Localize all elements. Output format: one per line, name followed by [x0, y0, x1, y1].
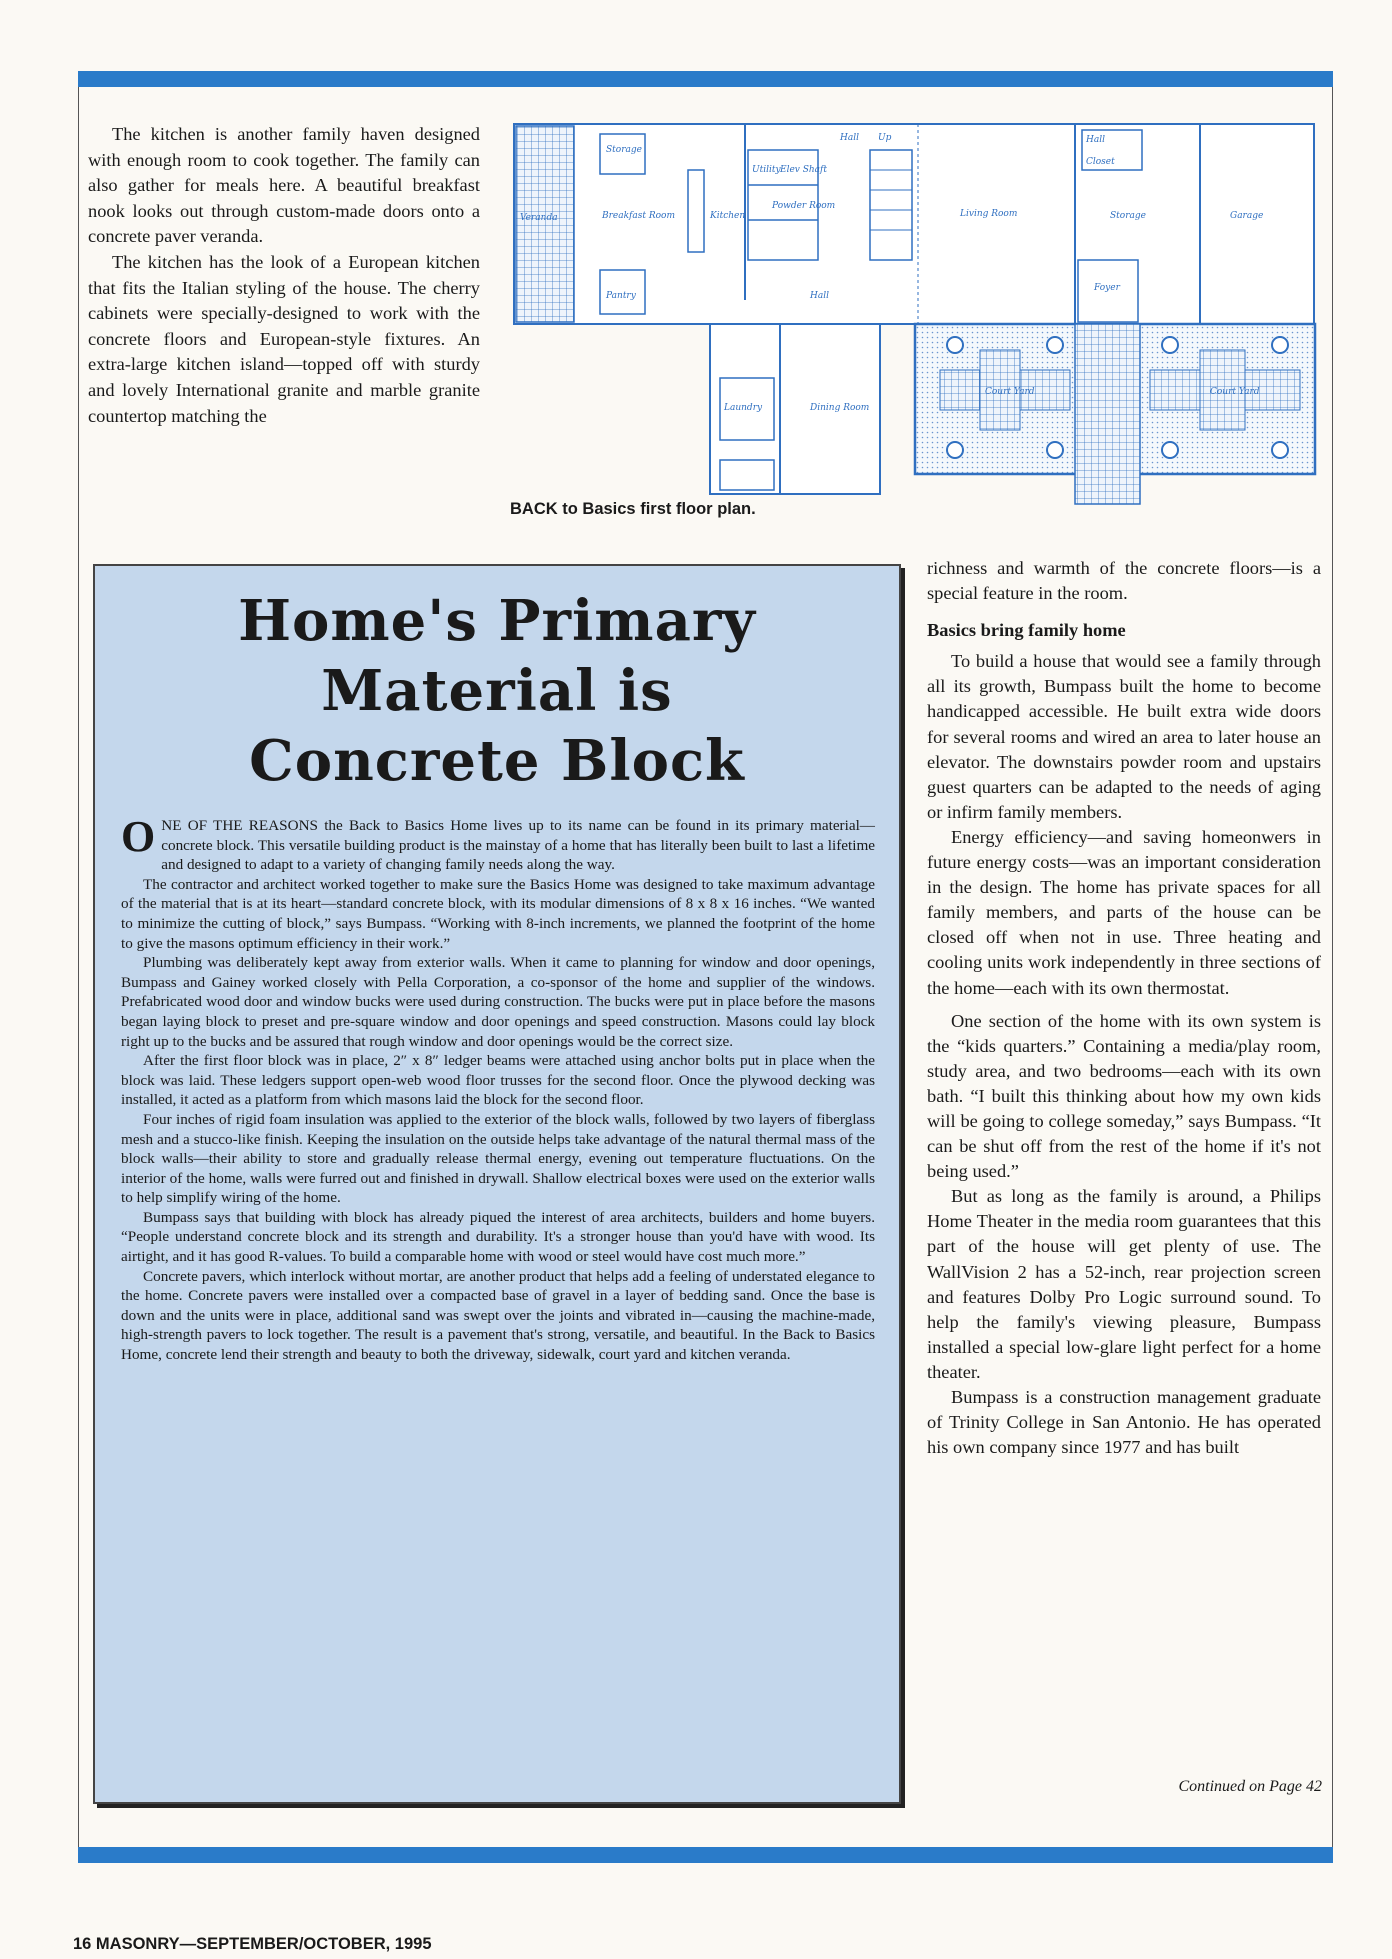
plan-label-breakfast: Breakfast Room	[602, 211, 676, 221]
sidebar-title	[95, 586, 899, 796]
section-heading: Basics bring family home	[927, 620, 1126, 641]
frame-right-rule	[1332, 87, 1333, 1847]
bottom-accent-bar	[78, 1847, 1333, 1863]
plan-label-courtyard: Court Yard	[985, 387, 1035, 397]
paragraph: One section of the home with its own system is the “kids quarters.” Containing a media/play room, study area, and two bedrooms—each with its own bath. “I built this thinking about how my own kids will be going to college someday,” says Bumpass. “It can be shut off from the rest of the home if it's not being used.”	[927, 1010, 1321, 1182]
floor-plan-caption: BACK to Basics first floor plan.	[510, 500, 756, 518]
plan-label-hall: Hall	[840, 133, 859, 143]
plan-label-dining: Dining Room	[810, 403, 870, 413]
continued-jump-line: Continued on Page 42	[1178, 1778, 1322, 1795]
paragraph: Concrete pavers, which interlock without mortar, are another product that helps add a feeling of understated elegance to the home. Concrete pavers were installed over a compacted base of gravel in a layer of bedding sand. Once the base is down and the units were in place, additional sand was swept over the joints and vibrated in—causing the machine-made, high-strength pavers to lock together. The result is a pavement that's strong, versatile, and beautiful. In the Back to Basics Home, concrete lend their strength and beauty to both the driveway, sidewalk, court yard and kitchen veranda.	[121, 1267, 875, 1364]
plan-label-laundry: Laundry	[724, 403, 763, 413]
page-folio: 16 MASONRY—SEPTEMBER/OCTOBER, 1995	[73, 1935, 432, 1953]
lead-rest: the Back to Basics Home lives up to its name can be found in its primary material—concrete block. This versatile building product is the mainstay of a home that has literally been built to last a lifetime and designed to adapt to a variety of changing family needs along the way.	[161, 817, 875, 874]
paragraph: richness and warmth of the concrete floors—is a special feature in the room.	[927, 558, 1321, 604]
title-line: Material is	[321, 658, 673, 724]
frame-left-rule	[78, 87, 79, 1847]
paragraph: Plumbing was deliberately kept away from exterior walls. When it came to planning for window and door openings, Bumpass and Gainey worked closely with Pella Corporation, a co-sponsor of the home and supplier of the windows. Prefabricated wood door and window bucks were used during construction. The bucks were put in place before the masons began laying block to preset and pre-square window and door openings and speed construction. Masons could lay block right up to the bucks and be assured that rough window and door openings would be the correct size.	[121, 954, 875, 1050]
plan-label-kitchen: Kitchen	[710, 211, 746, 221]
paragraph: Four inches of rigid foam insulation was applied to the exterior of the block walls, followed by two layers of fiberglass mesh and a stucco-like finish. Keeping the insulation on the outside helps take advantage of the natural thermal mass of the block walls—their ability to store and gradually release thermal energy, evening out temperature fluctuations. On the interior of the home, walls were furred out and finished in drywall. Shallow electrical boxes were used on the exterior walls to help simplify wiring of the home.	[121, 1110, 875, 1207]
plan-label-powder: Powder Room	[772, 201, 836, 211]
plan-label-foyer: Foyer	[1094, 283, 1120, 293]
paragraph: Bumpass says that building with block has already piqued the interest of area architects, builders and home buyers. “People understand concrete block and its strength and durability. It's a stronger house than you'd have with wood. Its airtight, and it has good R-values. To build a comparable home with wood or steel would have cost much more.”	[121, 1208, 875, 1266]
plan-label-utility: Utility	[752, 165, 781, 175]
paragraph: The kitchen is another family haven designed with enough room to cook together. The family can also gather for meals here. A beautiful breakfast nook looks out through custom-made doors onto a concrete paver veranda.	[88, 124, 480, 247]
top-left-column	[88, 122, 480, 429]
paragraph: After the first floor block was in place, 2″ x 8″ ledger beams were attached using anchor bolts put in place when the block was laid. These ledgers support open-web wood floor trusses for the second floor. Once the plywood decking was installed, it acted as a platform from which masons laid the block for the second floor.	[121, 1052, 875, 1109]
plan-label-up: Up	[878, 133, 892, 143]
top-accent-bar	[78, 71, 1333, 87]
paragraph: The contractor and architect worked together to make sure the Basics Home was designed to take maximum advantage of the material that is at its heart—standard concrete block, with its modular dimensions of 8 x 8 x 16 inches. “We wanted to minimize the cutting of block,” says Bumpass. “Working with 8-inch increments, we planned the footprint of the home to give the masons optimum efficiency in their work.”	[121, 875, 875, 952]
plan-label-pantry: Pantry	[606, 291, 636, 301]
paragraph: The kitchen has the look of a European kitchen that fits the Italian styling of the house. The cherry cabinets were specially-designed to work with the concrete floors and European-style fixtures. An extra-large kitchen island—topped off with sturdy and lovely International granite and marble granite countertop matching the	[88, 251, 480, 426]
sidebar-box	[93, 564, 901, 1804]
title-line: Home's Primary	[238, 588, 756, 654]
plan-label-courtyard: Court Yard	[1210, 387, 1260, 397]
paragraph: Bumpass is a construction management graduate of Trinity College in San Antonio. He has operated his own company since 1977 and has built	[927, 1387, 1321, 1458]
lead-in: NE OF THE REASONS	[161, 817, 318, 834]
plan-label-garage: Garage	[1230, 211, 1264, 221]
paragraph: Energy efficiency—and saving homeonwers in future energy costs—was an important consideration in the design. The home has private spaces for all family members, and parts of the house can be closed off when not in use. Three heating and cooling units work independently in three sections of the home—each with its own thermostat.	[927, 826, 1321, 998]
plan-label-elevator: Elev Shaft	[780, 165, 827, 175]
plan-label-storage: Storage	[1110, 211, 1146, 221]
plan-label-hall: Hall	[1086, 135, 1105, 145]
drop-cap: O	[121, 812, 156, 861]
plan-label-storage: Storage	[606, 145, 642, 155]
sidebar-body	[121, 812, 875, 1365]
paragraph: To build a house that would see a family through all its growth, Bumpass built the home to become handicapped accessible. He built extra wide doors for several rooms and wired an area to later house an elevator. The downstairs powder room and upstairs guest quarters can be adapted to the needs of aging or infirm family members.	[927, 651, 1321, 822]
floor-plan-drawing	[510, 120, 1322, 505]
plan-label-living: Living Room	[960, 209, 1018, 219]
right-column	[927, 556, 1321, 1460]
plan-label-closet: Closet	[1086, 157, 1115, 167]
lead-paragraph	[121, 812, 875, 875]
title-line: Concrete Block	[249, 728, 745, 794]
plan-label-hall: Hall	[810, 291, 829, 301]
plan-label-veranda: Veranda	[520, 213, 558, 223]
paragraph: But as long as the family is around, a Philips Home Theater in the media room guarantees that this part of the house will get plenty of use. The WallVision 2 has a 52-inch, rear projection screen and features Dolby Pro Logic surround sound. To help the family's viewing pleasure, Bumpass installed a special low-glare light perfect for a home theater.	[927, 1186, 1321, 1382]
